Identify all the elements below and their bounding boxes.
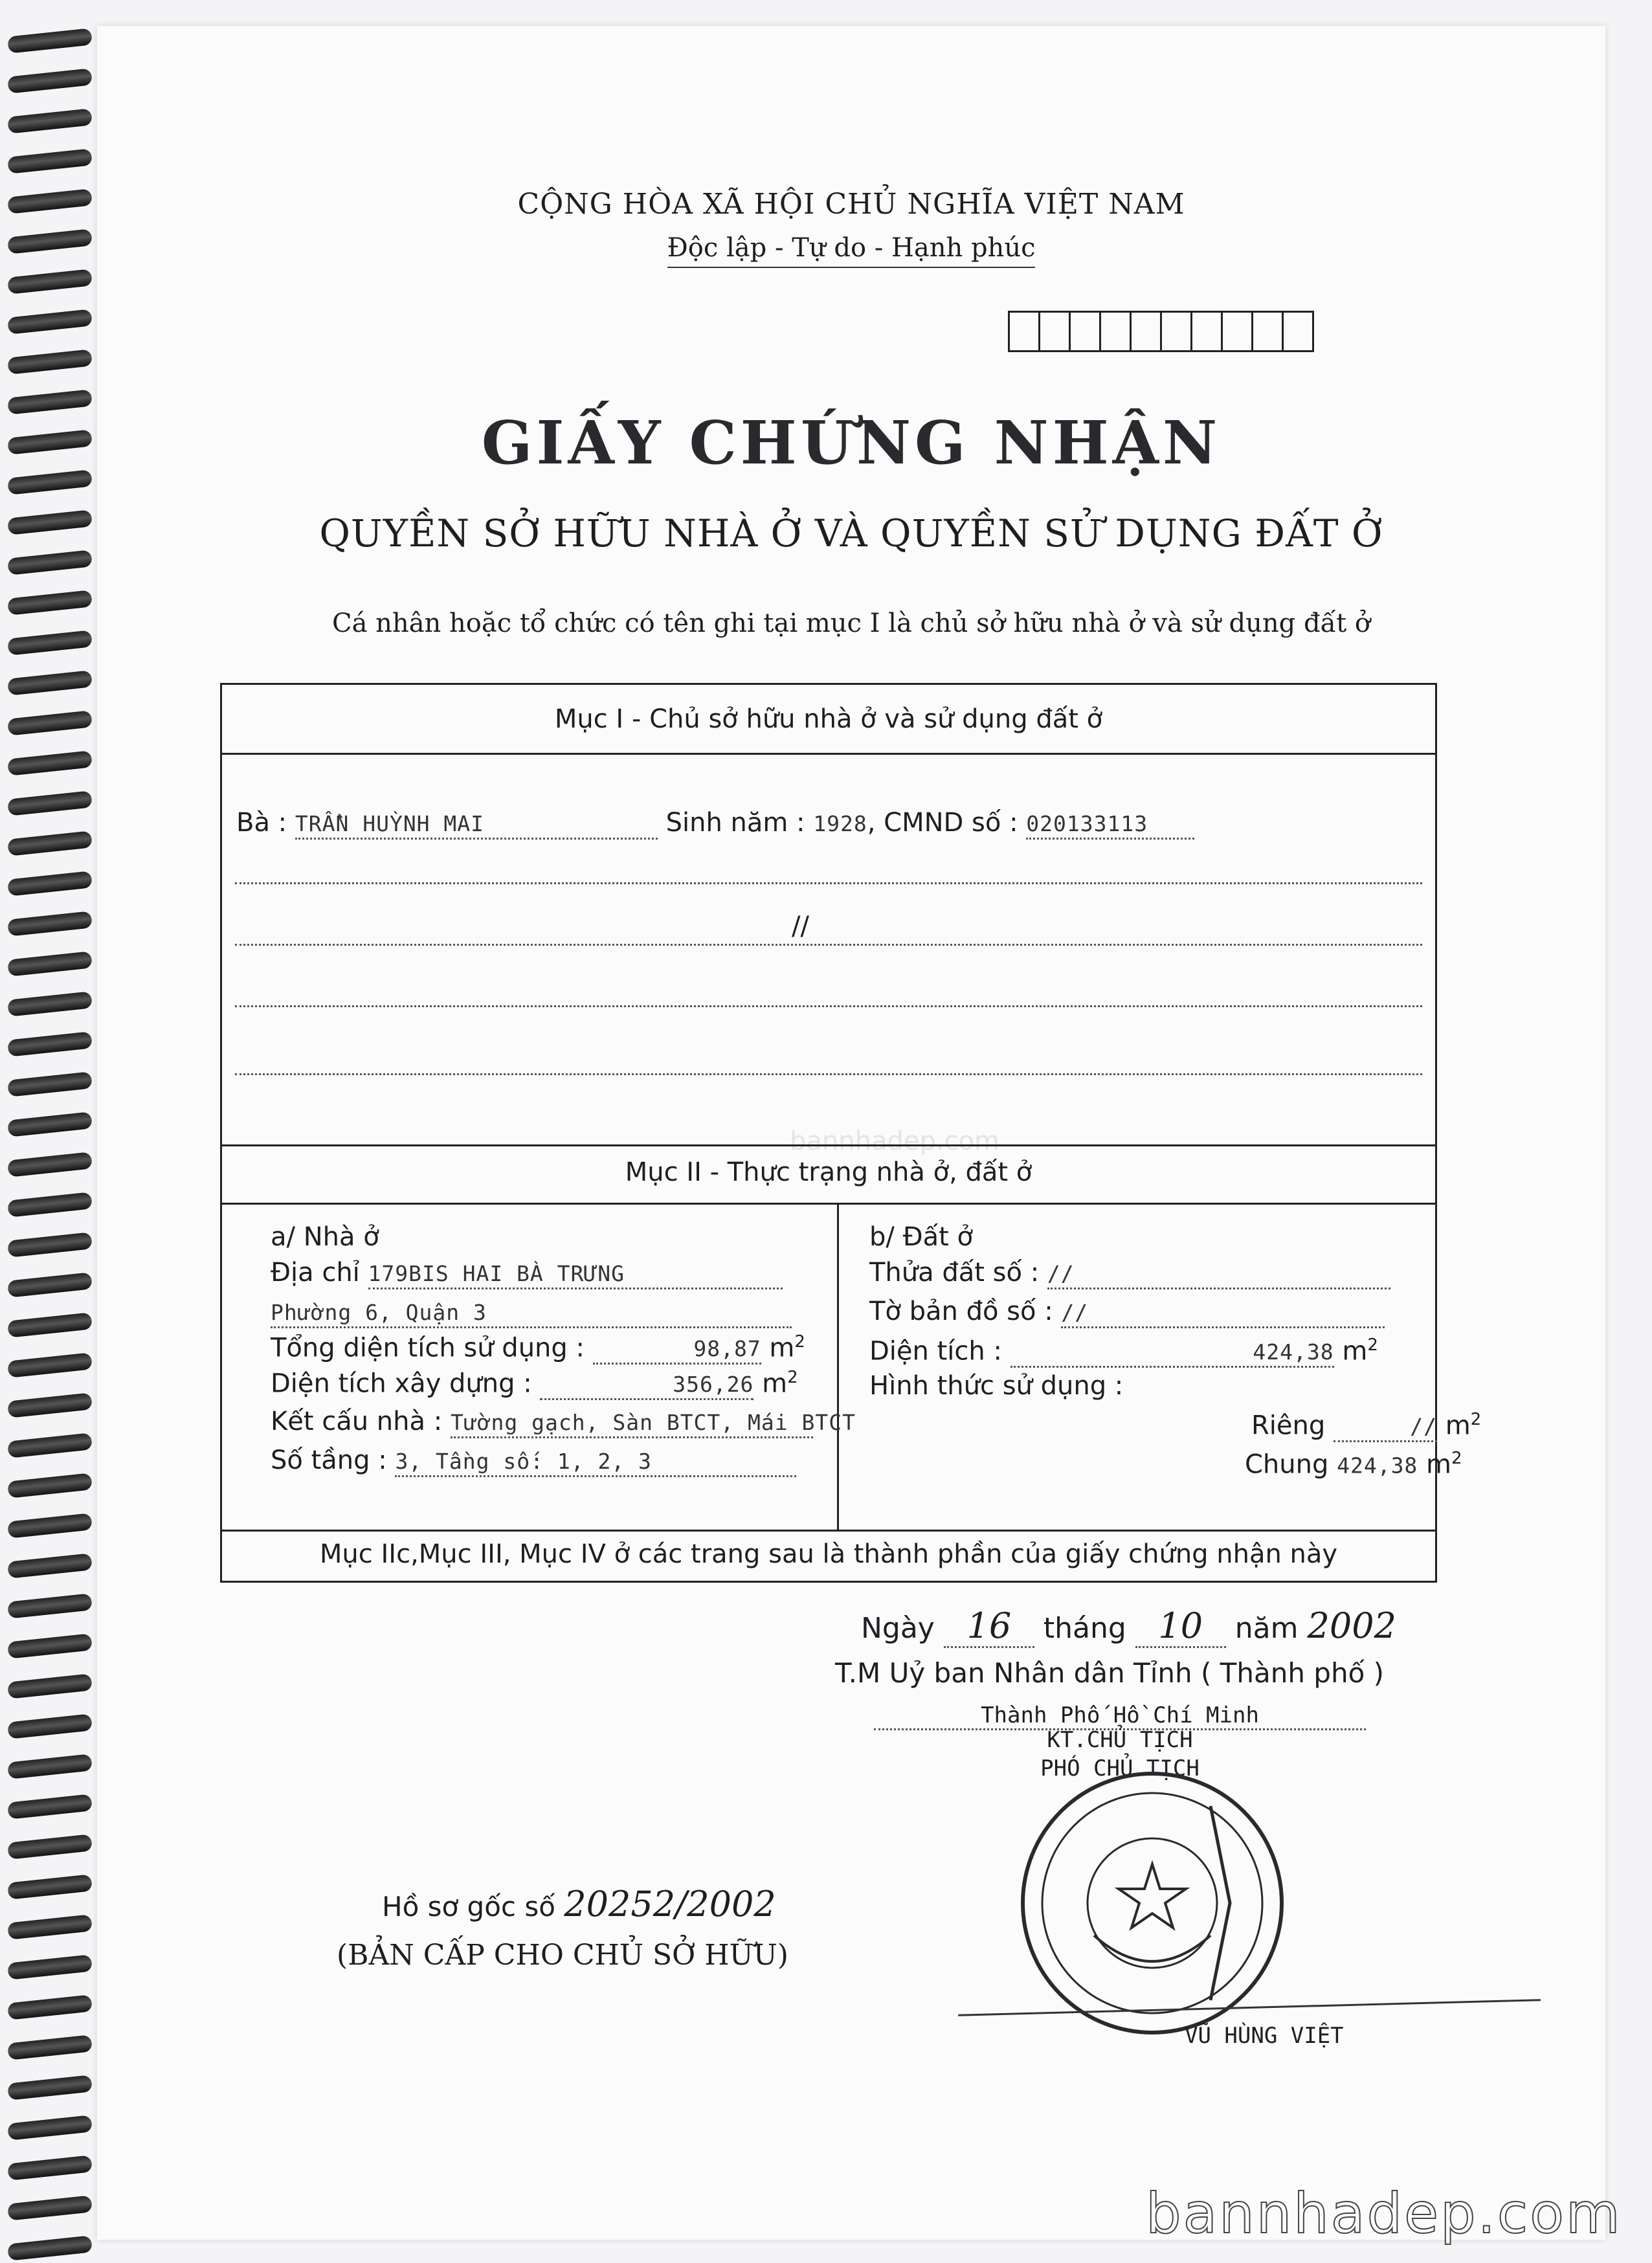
certificate-table (220, 683, 1482, 1583)
kt-chair: KT.CHỦ TỊCH (1047, 1727, 1193, 1753)
serial-box (1221, 311, 1253, 352)
spiral-coil (7, 991, 93, 1016)
spiral-binding (0, 0, 97, 2263)
spiral-coil (7, 1071, 93, 1097)
section2-heading: Mục II - Thực trạng nhà ở, đất ở (625, 1157, 1032, 1187)
vice-chair: PHÓ CHỦ TỊCH (1040, 1756, 1200, 1781)
footer-note: Mục IIc,Mục III, Mục IV ở các trang sau là thành phần của giấy chứng nhận này (319, 1539, 1338, 1569)
spiral-coil (7, 148, 93, 173)
house-heading: a/ Nhà ở (271, 1222, 379, 1252)
spiral-coil (7, 710, 93, 735)
owner-row: Bà : TRẦN HUỲNH MAI Sinh năm : 1928, CMND số : 020133113 (236, 808, 1194, 840)
spiral-coil (7, 269, 93, 294)
issue-date: Ngày 16 tháng 10 năm 2002 (861, 1605, 1396, 1648)
plot-row: Thửa đất số : // (869, 1258, 1390, 1289)
spiral-coil (7, 349, 93, 374)
serial-box (1038, 311, 1071, 352)
floors-row: Số tầng : 3, Tầng số: 1, 2, 3 (271, 1445, 796, 1477)
land-heading: b/ Đất ở (869, 1222, 973, 1252)
spiral-coil (7, 871, 93, 896)
total-area-value: 98,87 (693, 1336, 761, 1362)
spiral-coil (7, 68, 93, 93)
spiral-coil (7, 1593, 93, 1618)
intro-text: Cá nhân hoặc tổ chức có tên ghi tại mục I là chủ sở hữu nhà ở và sử dụng đất ở (332, 608, 1370, 638)
serial-box (1190, 311, 1223, 352)
committee-title: T.M Uỷ ban Nhân dân Tỉnh ( Thành phố ) (835, 1657, 1384, 1689)
spiral-coil (7, 1473, 93, 1498)
nation-header: CỘNG HÒA XÃ HỘI CHỦ NGHĨA VIỆT NAM (517, 188, 1185, 221)
document-title: GIẤY CHỨNG NHẬN (481, 408, 1222, 478)
spiral-coil (7, 108, 93, 133)
spiral-coil (7, 309, 93, 334)
spiral-coil (7, 1513, 93, 1538)
watermark: bannhadep.com (1146, 2181, 1622, 2246)
spiral-coil (7, 1553, 93, 1578)
spiral-coil (7, 2034, 93, 2060)
land-area-row: Diện tích : 424,38 $m^2$ (869, 1335, 1378, 1368)
map-row: Tờ bản đồ số : // (869, 1297, 1385, 1328)
spiral-coil (7, 1272, 93, 1297)
address-value: 179BIS HAI BÀ TRƯNG (368, 1261, 625, 1286)
serial-box (1130, 311, 1162, 352)
copy-note: (BẢN CẤP CHO CHỦ SỞ HỮU) (337, 1939, 788, 1972)
certificate-page (97, 26, 1622, 2246)
spiral-coil (7, 229, 93, 254)
serial-box (1282, 311, 1314, 352)
spiral-coil (7, 1994, 93, 2020)
usage-label: Hình thức sử dụng : (869, 1371, 1124, 1401)
spiral-coil (7, 28, 93, 53)
spiral-coil (7, 630, 93, 655)
structure-row: Kết cấu nhà : Tường gạch, Sàn BTCT, Mái BTCT (271, 1407, 813, 1438)
spiral-coil (7, 429, 93, 454)
city-name: Thành Phố Hồ Chí Minh (874, 1702, 1366, 1730)
address-row: Địa chỉ 179BIS HAI BÀ TRƯNG (271, 1258, 783, 1289)
spiral-coil (7, 469, 93, 495)
id-number: 020133113 (1026, 811, 1148, 836)
total-area-row: Tổng diện tích sử dụng : 98,87 $m^2$ (271, 1332, 805, 1365)
official-seal-icon (1016, 1767, 1288, 2039)
serial-box (1099, 311, 1132, 352)
spiral-coil (7, 2195, 93, 2220)
motto: Độc lập - Tự do - Hạnh phúc (97, 233, 1605, 263)
serial-number-boxes (1010, 311, 1314, 352)
birth-year: 1928 (813, 811, 867, 836)
spiral-coil (7, 509, 93, 535)
owner-name: TRẦN HUỲNH MAI (295, 811, 485, 836)
spiral-coil (7, 2075, 93, 2100)
spiral-coil (7, 951, 93, 976)
spiral-coil (7, 1673, 93, 1699)
spiral-coil (7, 2235, 93, 2260)
structure-value: Tường gạch, Sàn BTCT, Mái BTCT (450, 1410, 856, 1435)
spiral-coil (7, 590, 93, 615)
signer-name: VŨ HÙNG VIỆT (1185, 2023, 1344, 2049)
spiral-coil (7, 1914, 93, 1939)
dossier-number: Hồ sơ gốc số 20252/2002 (382, 1884, 776, 1924)
spiral-coil (7, 1874, 93, 1899)
spiral-coil (7, 550, 93, 575)
section1-heading: Mục I - Chủ sở hữu nhà ở và sử dụng đất ở (554, 704, 1103, 734)
spiral-coil (7, 1432, 93, 1458)
spiral-coil (7, 1352, 93, 1377)
spiral-coil (7, 1232, 93, 1257)
spiral-coil (7, 2155, 93, 2180)
spiral-coil (7, 790, 93, 816)
spiral-coil (7, 1633, 93, 1658)
ditto-mark: // (792, 911, 809, 941)
spiral-coil (7, 1312, 93, 1337)
common-row: Chung 424,38 $m^2$ (1245, 1449, 1462, 1480)
spiral-coil (7, 1392, 93, 1418)
spiral-coil (7, 831, 93, 856)
serial-box (1251, 311, 1284, 352)
spiral-coil (7, 750, 93, 775)
spiral-coil (7, 911, 93, 936)
document-subtitle: QUYỀN SỞ HỮU NHÀ Ở VÀ QUYỀN SỬ DỤNG ĐẤT Ở (319, 511, 1383, 555)
serial-box (1008, 311, 1040, 352)
serial-box (1160, 311, 1192, 352)
spiral-coil (7, 670, 93, 695)
spiral-coil (7, 188, 93, 214)
private-row: Riêng // $m^2$ (1251, 1410, 1481, 1442)
spiral-coil (7, 1834, 93, 1859)
spiral-coil (7, 1111, 93, 1137)
spiral-coil (7, 389, 93, 414)
spiral-coil (7, 1713, 93, 1739)
common-value: 424,38 (1337, 1453, 1418, 1478)
spiral-coil (7, 1031, 93, 1056)
spiral-coil (7, 1754, 93, 1779)
spiral-coil (7, 1152, 93, 1177)
spiral-coil (7, 1192, 93, 1217)
built-area-value: 356,26 (673, 1372, 754, 1398)
private-value: // (1410, 1414, 1437, 1440)
map-value: // (1061, 1300, 1089, 1325)
spiral-coil (7, 1954, 93, 1979)
ward-value: Phường 6, Quận 3 (271, 1300, 487, 1325)
serial-box (1069, 311, 1101, 352)
spiral-coil (7, 2115, 93, 2140)
faint-watermark: bannhadep.com (790, 1126, 1000, 1156)
land-area-value: 424,38 (1253, 1339, 1334, 1365)
floors-value: 3, Tầng số: 1, 2, 3 (395, 1449, 652, 1474)
plot-value: // (1047, 1261, 1075, 1286)
spiral-coil (7, 1794, 93, 1819)
built-area-row: Diện tích xây dựng : 356,26 $m^2$ (271, 1368, 798, 1400)
